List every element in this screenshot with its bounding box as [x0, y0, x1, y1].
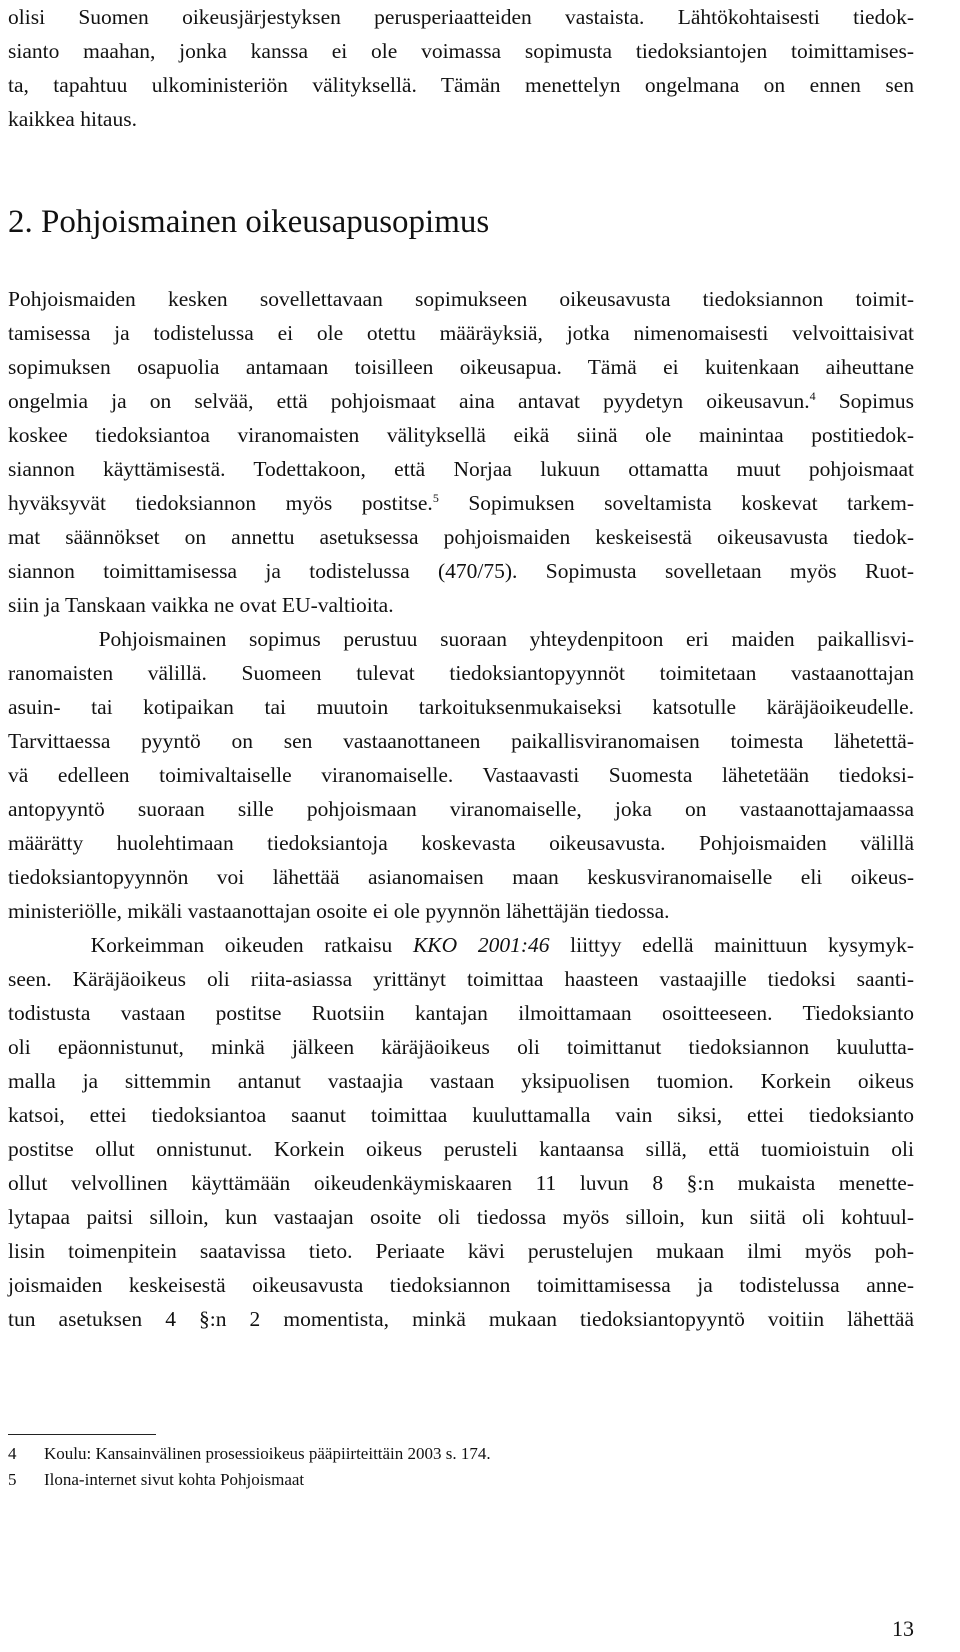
section-heading: 2. Pohjoismainen oikeusapusopimus [8, 204, 490, 240]
paragraph-line: oli epäonnistunut, minkä jälkeen käräjäoikeus oli toimittanut tiedoksiannon kuulutta- [8, 1035, 914, 1059]
paragraph-line: siannon toimittamisessa ja todistelussa (470/75). Sopimusta sovelletaan myös Ruot- [8, 559, 914, 583]
paragraph-line: mat säännökset on annettu asetuksessa pohjoismaiden keskeisestä oikeusavusta tiedok- [8, 525, 914, 549]
footnote-number: 5 [8, 1470, 17, 1489]
paragraph-line [8, 928, 914, 962]
paragraph-line: ta, tapahtuu ulkoministeriön välityksellä. Tämän menettelyn ongelmana on ennen sen [8, 73, 914, 97]
line-text: hyväksyvät tiedoksiannon myös postitse. [8, 491, 433, 515]
footnote-text: Ilona-internet sivut kohta Pohjoismaat [44, 1470, 305, 1489]
paragraph-line: tamisessa ja todistelussa ei ole otettu määräyksiä, jotka nimenomaisesti velvoittaisivat [8, 321, 914, 345]
paragraph-line: tiedoksiantopyynnön voi lähettää asianomaisen maan keskusviranomaiselle eli oikeus- [8, 865, 914, 889]
footnote-number: 4 [8, 1444, 17, 1463]
paragraph-line: lytapaa paitsi silloin, kun vastaajan osoite oli tiedossa myös silloin, kun siitä oli kohtuul- [8, 1205, 914, 1229]
paragraph-line: sianto maahan, jonka kanssa ei ole voimassa sopimusta tiedoksiantojen toimittamises- [8, 39, 914, 63]
paragraph-line: määrätty huolehtimaan tiedoksiantoja koskevasta oikeusavusta. Pohjoismaiden välillä [8, 831, 914, 855]
paragraph-line: lisin toimenpitein saatavissa tieto. Periaate kävi perustelujen mukaan ilmi myös poh- [8, 1239, 914, 1263]
paragraph-line: koskee tiedoksiantoa viranomaisten välityksellä eikä siinä ole mainintaa postitiedok- [8, 423, 914, 447]
paragraph-line: ranomaisten välillä. Suomeen tulevat tiedoksiantopyynnöt toimitetaan vastaanottajan [8, 661, 914, 685]
paragraph-line: olisi Suomen oikeusjärjestyksen perusperiaatteiden vastaista. Lähtökohtaisesti tiedok- [8, 5, 914, 29]
paragraph-line: siannon käyttämisestä. Todettakoon, että Norjaa lukuun ottamatta muut pohjoismaat [8, 457, 914, 481]
page-number: 13 [892, 1616, 914, 1641]
line-text: Korkeimman oikeuden ratkaisu [8, 933, 413, 957]
paragraph-line [8, 384, 914, 418]
paragraph-line: Pohjoismainen sopimus perustuu suoraan yhteydenpitoon eri maiden paikallisvi- [8, 627, 914, 651]
paragraph-line: joismaiden keskeisestä oikeusavusta tiedoksiannon toimittamisessa ja todistelussa anne- [8, 1273, 914, 1297]
line-text: Sopimus [815, 389, 914, 413]
paragraph-line: vä edelleen toimivaltaiselle viranomaiselle. Vastaavasti Suomesta lähetetään tiedoksi- [8, 763, 914, 787]
paragraph-line: siin ja Tanskaan vaikka ne ovat EU-valtioita. [8, 593, 394, 617]
line-text: liittyy edellä mainittuun kysymyk- [549, 933, 914, 957]
paragraph-line: seen. Käräjäoikeus oli riita-asiassa yrittänyt toimittaa haasteen vastaajille tiedoksi saanti- [8, 967, 914, 991]
paragraph-line: sopimuksen osapuolia antamaan toisilleen oikeusapua. Tämä ei kuitenkaan aiheuttane [8, 355, 914, 379]
paragraph-line: malla ja sittemmin antanut vastaajia vastaan yksipuolisen tuomion. Korkein oikeus [8, 1069, 914, 1093]
paragraph-line: Pohjoismaiden kesken sovellettavaan sopimukseen oikeusavusta tiedoksiannon toimit- [8, 287, 914, 311]
paragraph-line: kaikkea hitaus. [8, 107, 137, 131]
paragraph-line: postitse ollut onnistunut. Korkein oikeus perusteli kantaansa sillä, että tuomioistuin oli [8, 1137, 914, 1161]
footnote-reference: 4 [809, 389, 816, 403]
paragraph-line: asuin- tai kotipaikan tai muutoin tarkoituksenmukaiseksi katsotulle käräjäoikeudelle. [8, 695, 914, 719]
paragraph-line: ministeriölle, mikäli vastaanottajan osoite ei ole pyynnön lähettäjän tiedossa. [8, 899, 670, 923]
footnote-divider [8, 1434, 156, 1435]
paragraph-line [8, 486, 914, 520]
footnote-reference: 5 [432, 491, 439, 505]
paragraph-line: antopyyntö suoraan sille pohjoismaan viranomaiselle, joka on vastaanottajamaassa [8, 797, 914, 821]
paragraph-line: ollut velvollinen käyttämään oikeudenkäymiskaaren 11 luvun 8 §:n mukaista menette- [8, 1171, 914, 1195]
case-reference: KKO 2001:46 [412, 933, 550, 957]
paragraph-line: Tarvittaessa pyyntö on sen vastaanottaneen paikallisviranomaisen toimesta lähetettä- [8, 729, 914, 753]
footnote-text: Koulu: Kansainvälinen prosessioikeus pääpiirteittäin 2003 s. 174. [44, 1444, 491, 1463]
paragraph-line: tun asetuksen 4 §:n 2 momentista, minkä mukaan tiedoksiantopyyntö voitiin lähettää [8, 1307, 914, 1331]
line-text: ongelmia ja on selvää, että pohjoismaat aina antavat pyydetyn oikeusavun. [8, 389, 810, 413]
line-text: Sopimuksen soveltamista koskevat tarkem- [438, 491, 914, 515]
paragraph-line: todistusta vastaan postitse Ruotsiin kantajan ilmoittamaan osoitteeseen. Tiedoksianto [8, 1001, 914, 1025]
paragraph-line: katsoi, ettei tiedoksiantoa saanut toimittaa kuuluttamalla vain siksi, ettei tiedoksianto [8, 1103, 914, 1127]
